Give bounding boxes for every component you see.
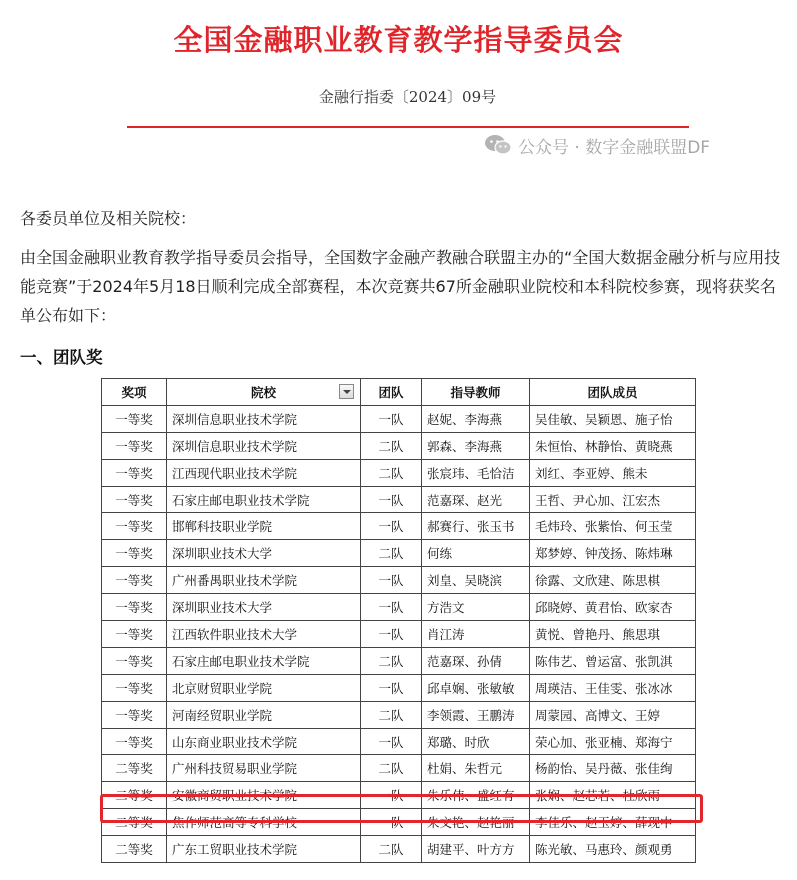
header-school — [167, 379, 361, 406]
team-cell: 二队 — [361, 432, 422, 459]
team-cell: 一队 — [361, 405, 422, 432]
team-cell: 二队 — [361, 755, 422, 782]
team-cell: 一队 — [361, 567, 422, 594]
members-cell: 朱恒怡、林静怡、黄晓燕 — [530, 432, 696, 459]
table-row — [102, 567, 696, 594]
school-cell: 广州番禺职业技术学院 — [167, 567, 361, 594]
table-row — [102, 540, 696, 567]
table-row — [102, 782, 696, 809]
members-cell: 王哲、尹心加、江宏杰 — [530, 486, 696, 513]
table-row — [102, 432, 696, 459]
filter-dropdown-icon[interactable] — [339, 384, 354, 399]
teacher-cell: 范嘉琛、孙倩 — [422, 647, 530, 674]
table-header-row — [102, 379, 696, 406]
award-cell: 一等奖 — [102, 701, 167, 728]
teacher-cell: 范嘉琛、赵光 — [422, 486, 530, 513]
table-row — [102, 513, 696, 540]
header-members: 团队成员 — [530, 379, 696, 406]
table-row — [102, 809, 696, 836]
members-cell: 黄悦、曾艳丹、熊思琪 — [530, 621, 696, 648]
team-cell: 一队 — [361, 513, 422, 540]
award-cell: 一等奖 — [102, 540, 167, 567]
award-cell: 一等奖 — [102, 594, 167, 621]
team-cell: 二队 — [361, 459, 422, 486]
award-cell: 一等奖 — [102, 405, 167, 432]
table-row — [102, 647, 696, 674]
school-cell: 江西现代职业技术学院 — [167, 459, 361, 486]
team-cell: 一队 — [361, 621, 422, 648]
school-cell: 深圳职业技术大学 — [167, 540, 361, 567]
table-row — [102, 755, 696, 782]
red-divider — [127, 126, 689, 128]
members-cell: 邱晓婷、黄君怡、欧家杏 — [530, 594, 696, 621]
team-cell: 二队 — [361, 540, 422, 567]
teacher-cell: 李领霞、王鹏涛 — [422, 701, 530, 728]
table-row — [102, 836, 696, 863]
teacher-cell: 郑璐、时欣 — [422, 728, 530, 755]
teacher-cell: 邱卓娴、张敏敏 — [422, 674, 530, 701]
school-cell: 石家庄邮电职业技术学院 — [167, 486, 361, 513]
school-cell: 焦作师范高等专科学校 — [167, 809, 361, 836]
table-row — [102, 674, 696, 701]
table-row — [102, 459, 696, 486]
award-cell: 二等奖 — [102, 782, 167, 809]
award-cell: 二等奖 — [102, 836, 167, 863]
org-title: 全国金融职业教育教学指导委员会 — [173, 23, 624, 57]
members-cell: 杨韵怡、吴丹薇、张佳绚 — [530, 755, 696, 782]
watermark-text: 公众号 · 数字金融联盟DF — [518, 137, 711, 158]
award-cell: 一等奖 — [102, 567, 167, 594]
award-cell: 一等奖 — [102, 647, 167, 674]
members-cell: 陈伟艺、曾运富、张凯淇 — [530, 647, 696, 674]
table-row — [102, 405, 696, 432]
team-cell: 一队 — [361, 674, 422, 701]
award-table — [101, 378, 696, 863]
table-row — [102, 621, 696, 648]
teacher-cell: 杜娟、朱哲元 — [422, 755, 530, 782]
members-cell: 荣心加、张亚楠、郑海宁 — [530, 728, 696, 755]
school-cell: 北京财贸职业学院 — [167, 674, 361, 701]
teacher-cell: 刘皇、吴晓滨 — [422, 567, 530, 594]
doc-number: 金融行指委〔2024〕09号 — [318, 88, 497, 106]
members-cell: 李佳乐、赵玉婷、薛现中 — [530, 809, 696, 836]
members-cell: 吴佳敏、吴颖恩、施子怡 — [530, 405, 696, 432]
members-cell: 徐露、文欣建、陈思棋 — [530, 567, 696, 594]
teacher-cell: 朱文艳、赵艳丽 — [422, 809, 530, 836]
team-cell: 二队 — [361, 836, 422, 863]
school-cell: 石家庄邮电职业技术学院 — [167, 647, 361, 674]
award-cell: 一等奖 — [102, 513, 167, 540]
teacher-cell: 郝赛行、张玉书 — [422, 513, 530, 540]
award-cell: 二等奖 — [102, 809, 167, 836]
teacher-cell: 胡建平、叶方方 — [422, 836, 530, 863]
school-cell: 深圳信息职业技术学院 — [167, 432, 361, 459]
members-cell: 刘红、李亚婷、熊未 — [530, 459, 696, 486]
members-cell: 张娴、赵芯若、杜欣雨 — [530, 782, 696, 809]
teacher-cell: 方浩文 — [422, 594, 530, 621]
table-row — [102, 728, 696, 755]
school-cell: 安徽商贸职业技术学院 — [167, 782, 361, 809]
school-cell: 广州科技贸易职业学院 — [167, 755, 361, 782]
section-title: 一、团队奖 — [20, 348, 103, 367]
school-cell: 河南经贸职业学院 — [167, 701, 361, 728]
team-cell: 一队 — [361, 728, 422, 755]
members-cell: 陈光敏、马惠玲、颜观勇 — [530, 836, 696, 863]
award-cell: 一等奖 — [102, 432, 167, 459]
school-cell: 邯郸科技职业学院 — [167, 513, 361, 540]
teacher-cell: 朱乐伟、盛红有 — [422, 782, 530, 809]
header-teacher: 指导教师 — [422, 379, 530, 406]
header-school-label: 院校 — [250, 384, 276, 400]
teacher-cell: 肖江涛 — [422, 621, 530, 648]
members-cell: 周蒙园、高博文、王婷 — [530, 701, 696, 728]
award-cell: 一等奖 — [102, 674, 167, 701]
members-cell: 毛炜玲、张紫怡、何玉莹 — [530, 513, 696, 540]
award-cell: 一等奖 — [102, 728, 167, 755]
table-row — [102, 486, 696, 513]
school-cell: 深圳职业技术大学 — [167, 594, 361, 621]
award-cell: 一等奖 — [102, 459, 167, 486]
team-cell: 一队 — [361, 809, 422, 836]
intro-paragraph: 由全国金融职业教育教学指导委员会指导，全国数字金融产教融合联盟主办的“全国大数据金融分析与应用技能竞赛”于2024年5月18日顺利完成全部赛程，本次竞赛共67所金融职业院校和本科院校参赛，现将获奖名单公布如下： — [20, 248, 781, 325]
greeting: 各委员单位及相关院校： — [20, 209, 197, 228]
teacher-cell: 赵妮、李海燕 — [422, 405, 530, 432]
award-cell: 一等奖 — [102, 621, 167, 648]
wechat-icon — [484, 134, 512, 156]
team-cell: 一队 — [361, 594, 422, 621]
award-cell: 一等奖 — [102, 486, 167, 513]
school-cell: 广东工贸职业技术学院 — [167, 836, 361, 863]
teacher-cell: 张宸玮、毛恰洁 — [422, 459, 530, 486]
members-cell: 郑梦婷、钟茂扬、陈炜琳 — [530, 540, 696, 567]
table-row — [102, 594, 696, 621]
team-cell: 一队 — [361, 486, 422, 513]
school-cell: 深圳信息职业技术学院 — [167, 405, 361, 432]
table-row — [102, 701, 696, 728]
header-team: 团队 — [361, 379, 422, 406]
teacher-cell: 何练 — [422, 540, 530, 567]
members-cell: 周瑛洁、王佳雯、张冰冰 — [530, 674, 696, 701]
watermark — [484, 133, 784, 157]
school-cell: 山东商业职业技术学院 — [167, 728, 361, 755]
school-cell: 江西软件职业技术大学 — [167, 621, 361, 648]
team-cell: 二队 — [361, 647, 422, 674]
team-cell: 一队 — [361, 782, 422, 809]
award-cell: 二等奖 — [102, 755, 167, 782]
team-cell: 二队 — [361, 701, 422, 728]
teacher-cell: 郭森、李海燕 — [422, 432, 530, 459]
table-body — [102, 405, 696, 862]
header-award: 奖项 — [102, 379, 167, 406]
